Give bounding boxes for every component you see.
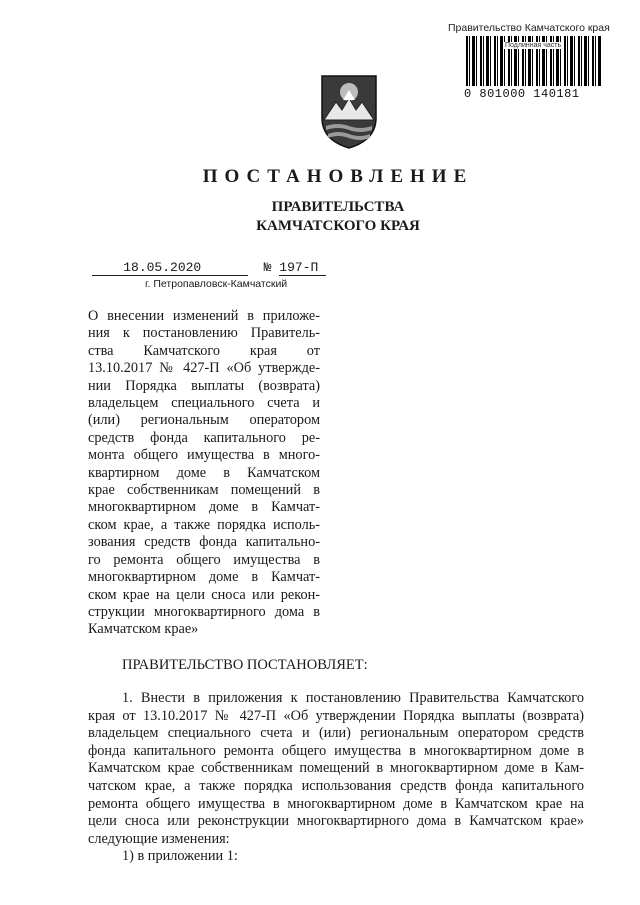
subject-block <box>88 308 320 639</box>
subject-line: ском крае, а также порядка исполь- <box>88 516 320 533</box>
body-line: цели сноса или реконструкции многоквартирного дома в Камчатском крае» <box>88 813 584 830</box>
document-number: 197-П <box>279 260 319 275</box>
subject-line: квартирном доме в Камчатском <box>88 464 320 481</box>
subject-line: средств фонда капитального ре- <box>88 429 320 446</box>
subject-line: О внесении изменений в приложе- <box>88 308 320 324</box>
document-date: 18.05.2020 <box>123 260 202 275</box>
subject-line: Камчатском крае» <box>88 621 199 638</box>
date-number-line <box>92 260 326 276</box>
subject-line: многоквартирном доме в Камчат- <box>88 569 320 586</box>
stamp-sub-label: Подлинная часть <box>505 42 562 49</box>
body-line: 1. Внести в приложения к постановлению Правительства Камчатского <box>122 690 584 706</box>
issuer <box>0 198 640 236</box>
kamchatka-coat-of-arms-icon <box>318 72 380 150</box>
subject-line: струкции многоквартирного дома в <box>88 603 320 620</box>
subject-line: нии Порядка выплаты (возврата) <box>88 377 320 394</box>
number-sign: № <box>263 260 272 275</box>
decree-heading: ПРАВИТЕЛЬСТВО ПОСТАНОВЛЯЕТ: <box>122 657 368 673</box>
subject-line: многоквартирном доме в Камчат- <box>88 499 320 516</box>
subject-line: (или) региональным оператором <box>88 412 320 429</box>
city: г. Петропавловск-Камчатский <box>145 278 288 290</box>
subject-line: владельцем специального счета и <box>88 395 320 412</box>
body-line: края от 13.10.2017 № 427-П «Об утверждении Порядка выплаты (возврата) <box>88 707 584 724</box>
body-line: владельцем специального счета и (или) региональным оператором средств <box>88 725 584 742</box>
subject-line: ском крае на цели сноса или рекон- <box>88 586 320 603</box>
body-text <box>88 690 584 866</box>
body-line: следующие изменения: <box>88 830 230 847</box>
body-line: ремонта общего имущества в многоквартирном доме в Камчатском крае на <box>88 795 584 812</box>
barcode-number: 0 801000 140181 <box>464 87 580 101</box>
body-line: фонда капитального ремонта общего имущества в многоквартирном доме в <box>88 742 584 759</box>
subject-line: зования средств фонда капитально- <box>88 534 320 551</box>
date-field <box>92 260 248 276</box>
body-line: чатском крае, а также порядка использования средств фонда капитального <box>88 777 584 794</box>
document-title: ПОСТАНОВЛЕНИЕ <box>202 166 474 187</box>
subject-line: го ремонта общего имущества в <box>88 551 320 568</box>
number-field <box>279 260 326 276</box>
stamp-organization: Правительство Камчатского края <box>448 22 610 34</box>
subject-line: монта общего имущества в много- <box>88 447 320 464</box>
subject-line: крае собственникам помещений в <box>88 482 320 499</box>
subject-line: ства Камчатского края от <box>88 342 320 359</box>
issuer-line-1: ПРАВИТЕЛЬСТВА <box>271 199 405 215</box>
body-line: 1) в приложении 1: <box>122 848 238 865</box>
issuer-line-2: КАМЧАТСКОГО КРАЯ <box>256 218 420 234</box>
subject-line: 13.10.2017 № 427-П «Об утвержде- <box>88 360 320 377</box>
body-line: Камчатском крае собственникам помещений в многоквартирном доме в Кам- <box>88 760 584 777</box>
subject-line: ния к постановлению Правитель- <box>88 325 320 342</box>
